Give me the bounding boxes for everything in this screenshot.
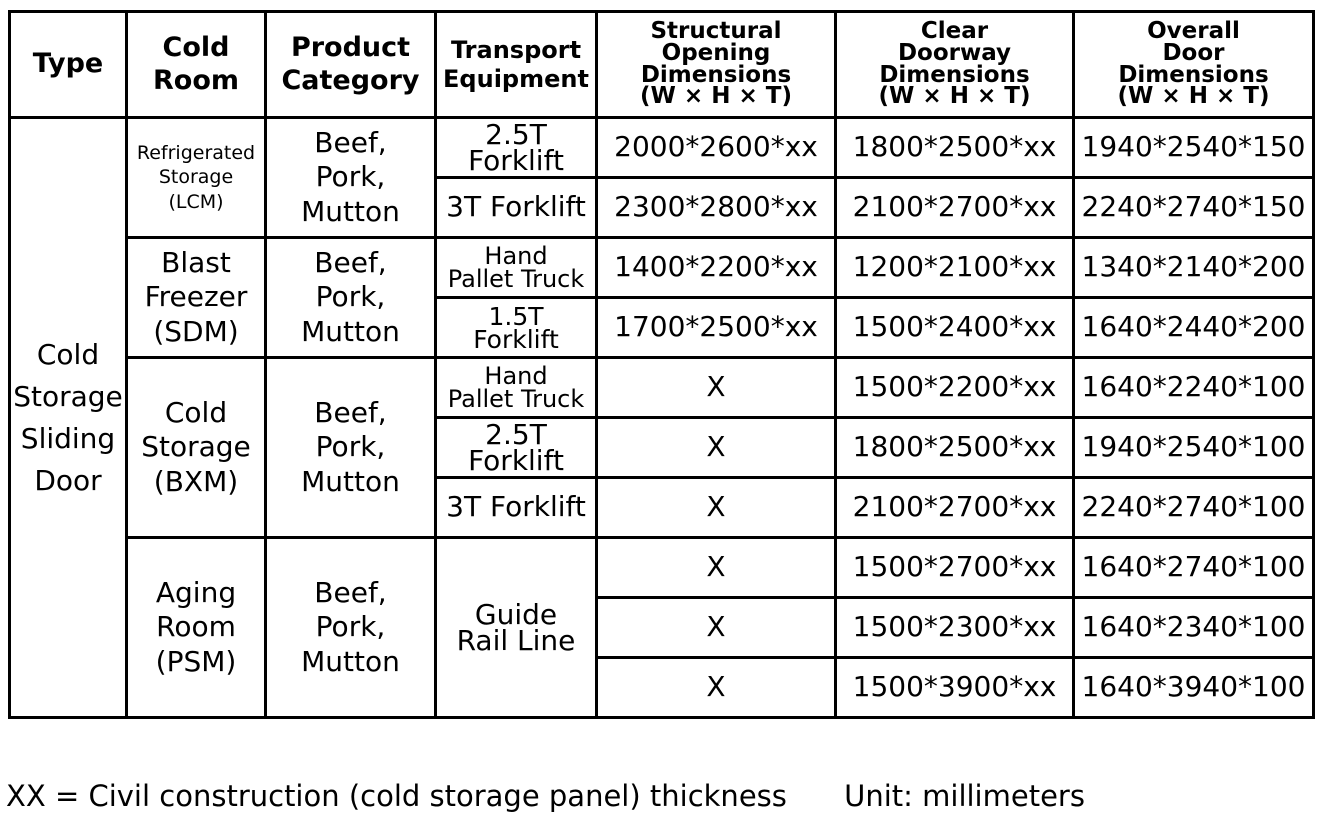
structural-opening-cell: 2000*2600*xx	[597, 118, 836, 178]
clear-doorway-cell: 1500*3900*xx	[836, 658, 1074, 718]
structural-opening-cell: 1700*2500*xx	[597, 298, 836, 358]
equipment-cell: 2.5T Forklift	[436, 118, 597, 178]
overall-door-cell: 2240*2740*150	[1074, 178, 1314, 238]
header-transport-equipment: Transport Equipment	[436, 12, 597, 118]
table-row	[10, 358, 1314, 418]
overall-door-cell: 1340*2140*200	[1074, 238, 1314, 298]
header-overall-door: Overall Door Dimensions (W × H × T)	[1074, 12, 1314, 118]
equipment-cell: 3T Forklift	[436, 478, 597, 538]
room-name-cell: Refrigerated Storage (LCM)	[127, 118, 266, 238]
room-name-cell: Aging Room (PSM)	[127, 538, 266, 718]
overall-door-cell: 1640*2340*100	[1074, 598, 1314, 658]
room-name-cell: Cold Storage (BXM)	[127, 358, 266, 538]
clear-doorway-cell: 1800*2500*xx	[836, 418, 1074, 478]
clear-doorway-cell: 1500*2700*xx	[836, 538, 1074, 598]
header-cold-room: Cold Room	[127, 12, 266, 118]
thickness-note: XX = Civil construction (cold storage panel) thickness	[6, 779, 787, 813]
structural-opening-cell: X	[597, 538, 836, 598]
unit-note: Unit: millimeters	[844, 779, 1085, 813]
header-row	[10, 12, 1314, 118]
structural-opening-cell: X	[597, 418, 836, 478]
product-category-cell: Beef, Pork, Mutton	[266, 538, 436, 718]
table-row	[10, 238, 1314, 298]
clear-doorway-cell: 2100*2700*xx	[836, 178, 1074, 238]
door-type-cell: Cold Storage Sliding Door	[10, 118, 127, 718]
clear-doorway-cell: 1500*2300*xx	[836, 598, 1074, 658]
clear-doorway-cell: 1500*2400*xx	[836, 298, 1074, 358]
equipment-cell: 1.5T Forklift	[436, 298, 597, 358]
clear-doorway-cell: 1200*2100*xx	[836, 238, 1074, 298]
equipment-cell: 2.5T Forklift	[436, 418, 597, 478]
overall-door-cell: 1640*2740*100	[1074, 538, 1314, 598]
clear-doorway-cell: 2100*2700*xx	[836, 478, 1074, 538]
structural-opening-cell: X	[597, 658, 836, 718]
structural-opening-cell: X	[597, 478, 836, 538]
table-row	[10, 538, 1314, 598]
footer-note	[6, 779, 1306, 813]
structural-opening-cell: X	[597, 598, 836, 658]
overall-door-cell: 1640*2240*100	[1074, 358, 1314, 418]
header-clear-doorway: Clear Doorway Dimensions (W × H × T)	[836, 12, 1074, 118]
header-structural-opening: Structural Opening Dimensions (W × H × T)	[597, 12, 836, 118]
product-category-cell: Beef, Pork, Mutton	[266, 238, 436, 358]
overall-door-cell: 1940*2540*150	[1074, 118, 1314, 178]
structural-opening-cell: 2300*2800*xx	[597, 178, 836, 238]
structural-opening-cell: X	[597, 358, 836, 418]
equipment-cell: Hand Pallet Truck	[436, 238, 597, 298]
overall-door-cell: 1640*2440*200	[1074, 298, 1314, 358]
overall-door-cell: 1640*3940*100	[1074, 658, 1314, 718]
product-category-cell: Beef, Pork, Mutton	[266, 118, 436, 238]
clear-doorway-cell: 1800*2500*xx	[836, 118, 1074, 178]
overall-door-cell: 2240*2740*100	[1074, 478, 1314, 538]
header-type: Type	[10, 12, 127, 118]
overall-door-cell: 1940*2540*100	[1074, 418, 1314, 478]
product-category-cell: Beef, Pork, Mutton	[266, 358, 436, 538]
equipment-cell: 3T Forklift	[436, 178, 597, 238]
header-product-category: Product Category	[266, 12, 436, 118]
equipment-cell: Hand Pallet Truck	[436, 358, 597, 418]
door-spec-table	[8, 10, 1315, 719]
equipment-cell: Guide Rail Line	[436, 538, 597, 718]
room-name-cell: Blast Freezer (SDM)	[127, 238, 266, 358]
table-row	[10, 118, 1314, 178]
clear-doorway-cell: 1500*2200*xx	[836, 358, 1074, 418]
structural-opening-cell: 1400*2200*xx	[597, 238, 836, 298]
